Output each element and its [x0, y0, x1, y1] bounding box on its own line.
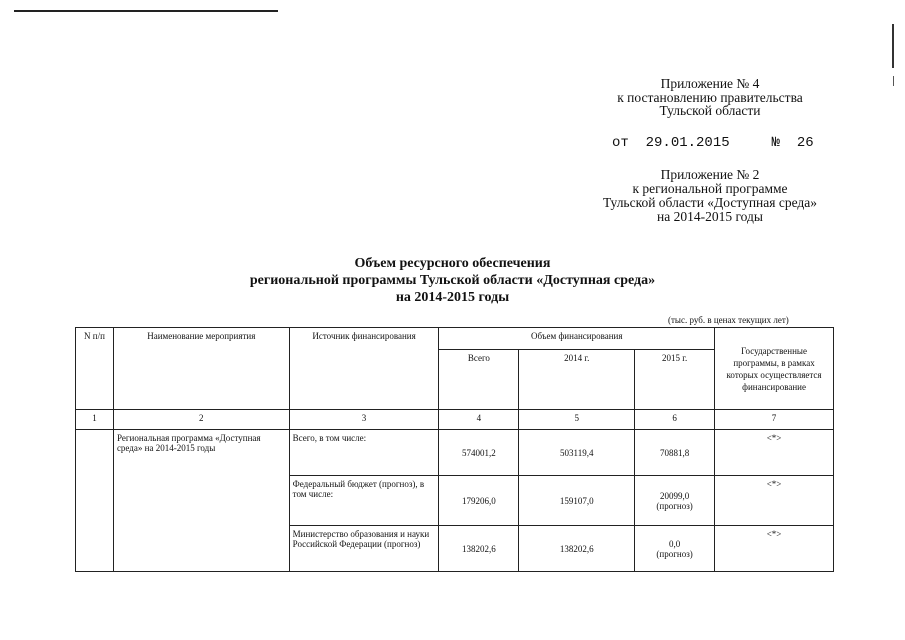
col-number: 4 [439, 410, 519, 430]
top-rule [14, 10, 278, 12]
margin-mark [893, 76, 894, 86]
row-num-cell [76, 430, 114, 572]
y2015-cell [635, 430, 715, 476]
program-name: Региональная программа «Доступная среда» на 2014-2015 годы [113, 430, 289, 572]
margin-mark [892, 24, 894, 68]
col-number: 1 [76, 410, 114, 430]
y2014-cell: 138202,6 [519, 526, 635, 572]
header-gov-programs: Государственные программы, в рамках которых осуществляется финансирование [715, 328, 834, 410]
y2015-value: 70881,8 [659, 447, 690, 458]
appendix2-line2: к региональной программе [632, 181, 788, 196]
source-cell: Министерство образования и науки Российской Федерации (прогноз) [289, 526, 439, 572]
header-2015: 2015 г. [635, 350, 715, 410]
header-2014: 2014 г. [519, 350, 635, 410]
funding-table [75, 327, 834, 572]
decree-date: 29.01.2015 [645, 135, 730, 151]
gov-cell: <*> [715, 430, 834, 476]
number-label: № [771, 135, 781, 151]
source-cell: Всего, в том числе: [289, 430, 439, 476]
appendix4-line1: Приложение № 4 [660, 76, 760, 91]
y2015-cell [635, 526, 715, 572]
y2015-value: 0,0 [668, 538, 681, 549]
total-cell: 574001,2 [439, 430, 519, 476]
gov-cell: <*> [715, 526, 834, 572]
y2015-value: 20099,0 [659, 490, 690, 501]
header-volume: Объем финансирования [439, 328, 715, 350]
y2014-cell: 159107,0 [519, 476, 635, 526]
units-note: (тыс. руб. в ценах текущих лет) [668, 315, 789, 325]
appendix2-line3: Тульской области «Доступная среда» [602, 195, 818, 210]
header-num: N п/п [76, 328, 114, 410]
col-number: 2 [113, 410, 289, 430]
forecast-note: (прогноз) [656, 548, 693, 559]
decree-number: 26 [796, 135, 814, 151]
table-row [76, 430, 834, 476]
header-name: Наименование мероприятия [113, 328, 289, 410]
col-number: 3 [289, 410, 439, 430]
forecast-note: (прогноз) [656, 500, 693, 511]
appendix4-line3: Тульской области [659, 103, 761, 118]
col-number: 6 [635, 410, 715, 430]
gov-cell: <*> [715, 476, 834, 526]
total-cell: 138202,6 [439, 526, 519, 572]
doc-title-line3: на 2014-2015 годы [395, 290, 510, 305]
doc-title-line2: региональной программы Тульской области «Доступная среда» [249, 273, 656, 288]
total-cell: 179206,0 [439, 476, 519, 526]
decree-date-line [612, 135, 814, 151]
col-number: 5 [519, 410, 635, 430]
header-total: Всего [439, 350, 519, 410]
y2014-cell: 503119,4 [519, 430, 635, 476]
doc-title-line1: Объем ресурсного обеспечения [354, 256, 551, 271]
appendix2-line4: на 2014-2015 годы [657, 209, 763, 224]
header-source: Источник финансирования [289, 328, 439, 410]
from-label: от [612, 135, 629, 151]
source-cell: Федеральный бюджет (прогноз), в том числе: [289, 476, 439, 526]
appendix2-line1: Приложение № 2 [660, 167, 760, 182]
y2015-cell [635, 476, 715, 526]
col-number: 7 [715, 410, 834, 430]
appendix4-line2: к постановлению правительства [617, 90, 803, 105]
